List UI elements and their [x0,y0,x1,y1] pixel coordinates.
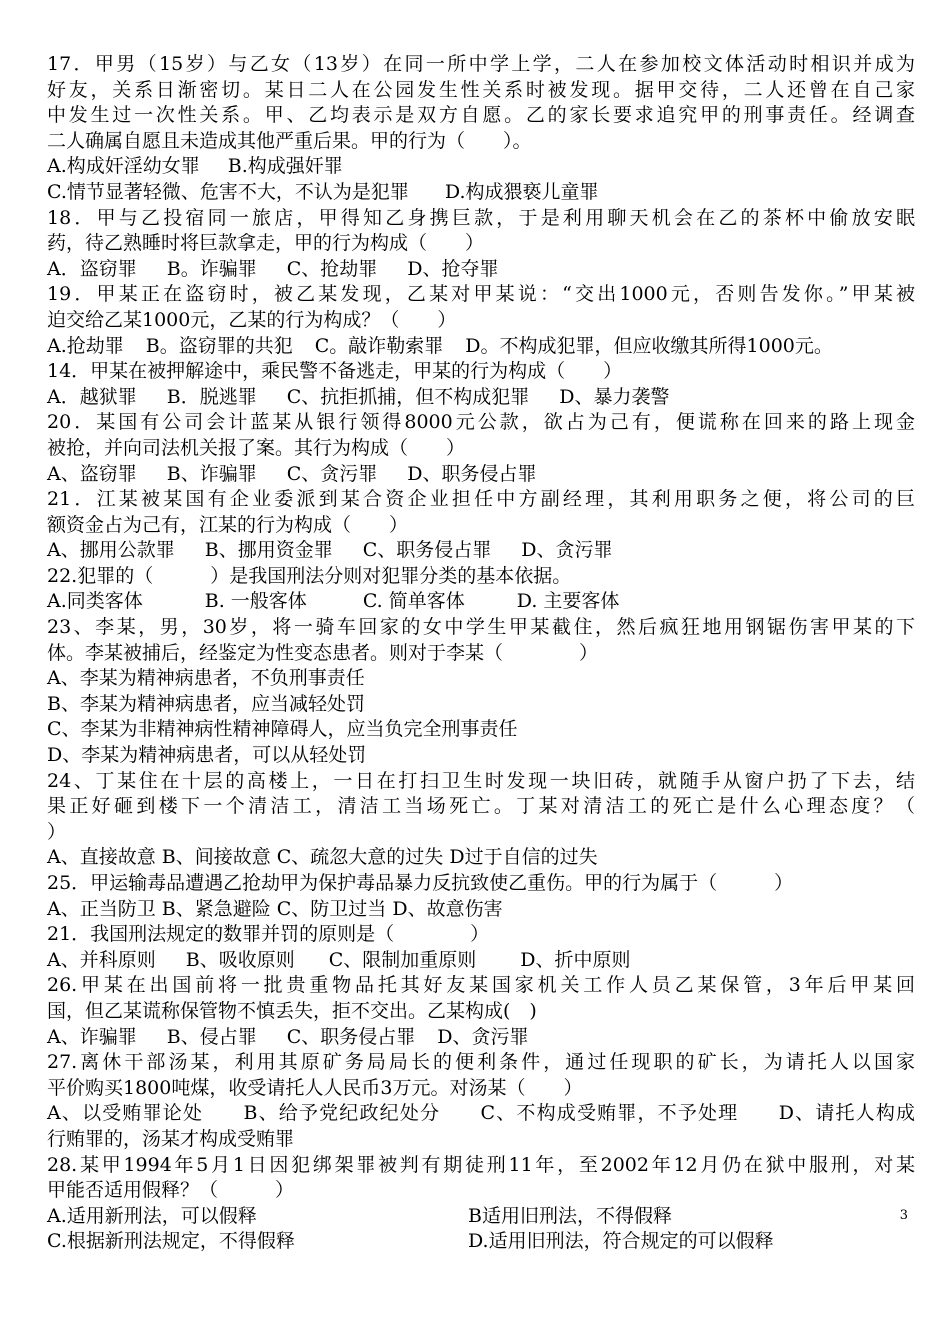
option-c: C. 简单客体 [362,590,465,613]
question-23-option-a: A、李某为精神病患者，不负刑事责任 [47,667,365,690]
question-24-options: A、直接故意 B、间接故意 C、疏忽大意的过失 D过于自信的过失 [47,846,598,869]
option-d: D. 主要客体 [516,590,620,613]
question-19-line-1: 19．甲某正在盗窃时，被乙某发现，乙某对甲某说：“交出1000元，否则告发你。”甲某被 [47,283,915,306]
question-25-line-1: 25．甲运输毒品遭遇乙抢劫甲为保护毒品暴力反抗致使乙重伤。甲的行为属于（ ） [47,872,794,894]
option-b: B. 一般客体 [204,590,307,613]
option-b: B、挪用资金罪 [204,539,333,562]
question-27-line-2: 平价购买1800吨煤，收受请托人人民币3万元。对汤某（ ） [47,1076,583,1099]
option-a: A、并科原则 [47,948,156,971]
option-b: B．脱逃罪 [166,385,257,408]
question-25-options: A、正当防卫 B、紧急避险 C、防卫过当 D、故意伤害 [47,897,503,920]
option-a: A、盗窃罪 [47,462,137,485]
question-14-line-1: 14．甲某在被押解途中，乘民警不备逃走，甲某的行为构成（ ） [47,360,623,383]
option-a: A.同类客体 [47,590,143,613]
question-17-line-4: 二人确属自愿且未造成其他严重后果。甲的行为（ ）。 [47,129,532,152]
question-18-line-2: 药，待乙熟睡时将巨款拿走，甲的行为构成（ ） [47,232,485,255]
question-17-line-2: 好友，关系日渐密切。某日二人在公园发生性关系时被发现。据甲交待，二人还曾在自己家 [47,78,915,101]
option-b: B。诈骗罪 [166,257,257,280]
page-number: 3 [899,1208,908,1223]
question-20-line-2: 被抢，并向司法机关报了案。其行为构成（ ） [47,436,466,459]
option-d: D、贪污罪 [521,539,613,562]
question-17-options-ab [47,154,915,180]
option-a: A、挪用公款罪 [47,539,175,562]
option-b: B、吸收原则 [185,948,295,971]
question-21a-line-1: 21．江某被某国有企业委派到某合资企业担任中方副经理，其利用职务之便，将公司的巨 [47,488,915,511]
question-24-line-2: 果正好砸到楼下一个清洁工，清洁工当场死亡。丁某对清洁工的死亡是什么心理态度？（ [47,795,915,818]
question-28-line-1: 28.某甲1994年5月1日因犯绑架罪被判有期徒刑11年，至2002年12月仍在狱中服刑，对某 [47,1153,915,1176]
option-a: A．越狱罪 [47,385,137,408]
option-c: C、限制加重原则 [328,948,477,971]
option-a: A.适用新刑法，可以假释 [47,1204,257,1227]
option-a: A、诈骗罪 [47,1025,137,1048]
question-14-options [47,385,915,411]
question-21a-line-2: 额资金占为己有，江某的行为构成（ ） [47,513,409,536]
question-23-option-d: D、李某为精神病患者，可以从轻处罚 [47,744,367,767]
question-21a-options [47,538,915,564]
option-c: C、职务侵占罪 [362,539,492,562]
option-d: D.适用旧刑法，符合规定的可以假释 [468,1230,774,1253]
question-26-line-2: 国，但乙某谎称保管物不慎丢失，拒不交出。乙某构成( ) [47,999,537,1022]
question-17-options-cd [47,180,915,206]
question-20-options [47,462,915,488]
question-24-line-3: ） [47,820,67,843]
question-23-line-2: 体。李某被捕后，经鉴定为性变态患者。则对于李某（ ） [47,641,599,664]
question-24-line-1: 24、丁某住在十层的高楼上，一日在打扫卫生时发现一块旧砖，就随手从窗户扔了下去，结 [47,769,915,792]
question-20-line-1: 20．某国有公司会计蓝某从银行领得8000元公款，欲占为己有，便谎称在回来的路上现金 [47,411,915,434]
question-26-options [47,1025,915,1051]
option-c: C、职务侵占罪 [286,1025,416,1048]
option-a: A.抢劫罪 [47,334,124,357]
option-d: D、折中原则 [520,948,631,971]
question-17-line-3: 中发生过一次性关系。甲、乙均表示是双方自愿。乙的家长要求追究甲的刑事责任。经调查 [47,104,915,127]
question-28-options-ab [47,1204,915,1230]
option-c: C、抗拒抓捕，但不构成犯罪 [286,385,530,408]
option-c: C。敲诈勒索罪 [314,334,444,357]
option-d: D、贪污罪 [437,1025,529,1048]
document-body [47,52,915,1255]
question-23-option-b: B、李某为精神病患者，应当减轻处罚 [47,692,365,715]
question-17-line-1: 17．甲男（15岁）与乙女（13岁）在同一所中学上学，二人在参加校文体活动时相识并成为 [47,53,915,75]
question-21b-line-1: 21．我国刑法规定的数罪并罚的原则是（ ） [47,923,490,946]
option-b: B、侵占罪 [166,1025,257,1048]
option-d: D。不构成犯罪，但应收缴其所得1000元。 [465,334,833,357]
question-18-line-1: 18．甲与乙投宿同一旅店，甲得知乙身携巨款，于是利用聊天机会在乙的茶杯中偷放安眠 [47,206,915,229]
option-d: D、职务侵占罪 [407,462,537,485]
question-27-line-4: 行贿罪的，汤某才构成受贿罪 [47,1127,295,1150]
option-d: D、暴力袭警 [559,385,670,408]
question-23-option-c: C、李某为非精神病性精神障碍人，应当负完全刑事责任 [47,718,518,741]
question-22-line-1: 22.犯罪的（ ）是我国刑法分则对犯罪分类的基本依据。 [47,564,572,587]
option-b: B、诈骗罪 [166,462,257,485]
question-28-options-cd [47,1229,915,1255]
question-22-options [47,589,915,615]
question-27-line-1: 27.离休干部汤某，利用其原矿务局局长的便利条件，通过任现职的矿长，为请托人以国家 [47,1051,915,1074]
option-c: C.根据新刑法规定，不得假释 [47,1230,295,1253]
option-d: D、抢夺罪 [407,257,499,280]
option-d: D.构成猥亵儿童罪 [444,180,599,203]
option-b: B。盗窃罪的共犯 [145,334,293,357]
option-c: C.情节显著轻微、危害不大，不认为是犯罪 [47,180,409,203]
question-26-line-1: 26.甲某在出国前将一批贵重物品托其好友某国家机关工作人员乙某保管，3年后甲某回 [47,974,915,997]
option-c: C、贪污罪 [286,462,378,485]
question-19-options [47,334,915,360]
option-c: C、抢劫罪 [286,257,378,280]
option-b: B适用旧刑法，不得假释 [468,1204,672,1227]
option-a: A.构成奸淫幼女罪 [47,155,200,178]
question-19-line-2: 迫交给乙某1000元，乙某的行为构成？（ ） [47,308,457,331]
option-b: B.构成强奸罪 [227,155,343,178]
question-23-line-1: 23、李某，男，30岁，将一骑车回家的女中学生甲某截住，然后疯狂地用钢锯伤害甲某的下 [47,616,915,639]
question-21b-options [47,948,915,974]
option-a: A．盗窃罪 [47,257,137,280]
question-28-line-2: 甲能否适用假释？（ ） [47,1179,295,1202]
question-18-options [47,257,915,283]
question-27-line-3: A、以受贿罪论处 B、给予党纪政纪处分 C、不构成受贿罪，不予处理 D、请托人构成 [47,1102,915,1125]
